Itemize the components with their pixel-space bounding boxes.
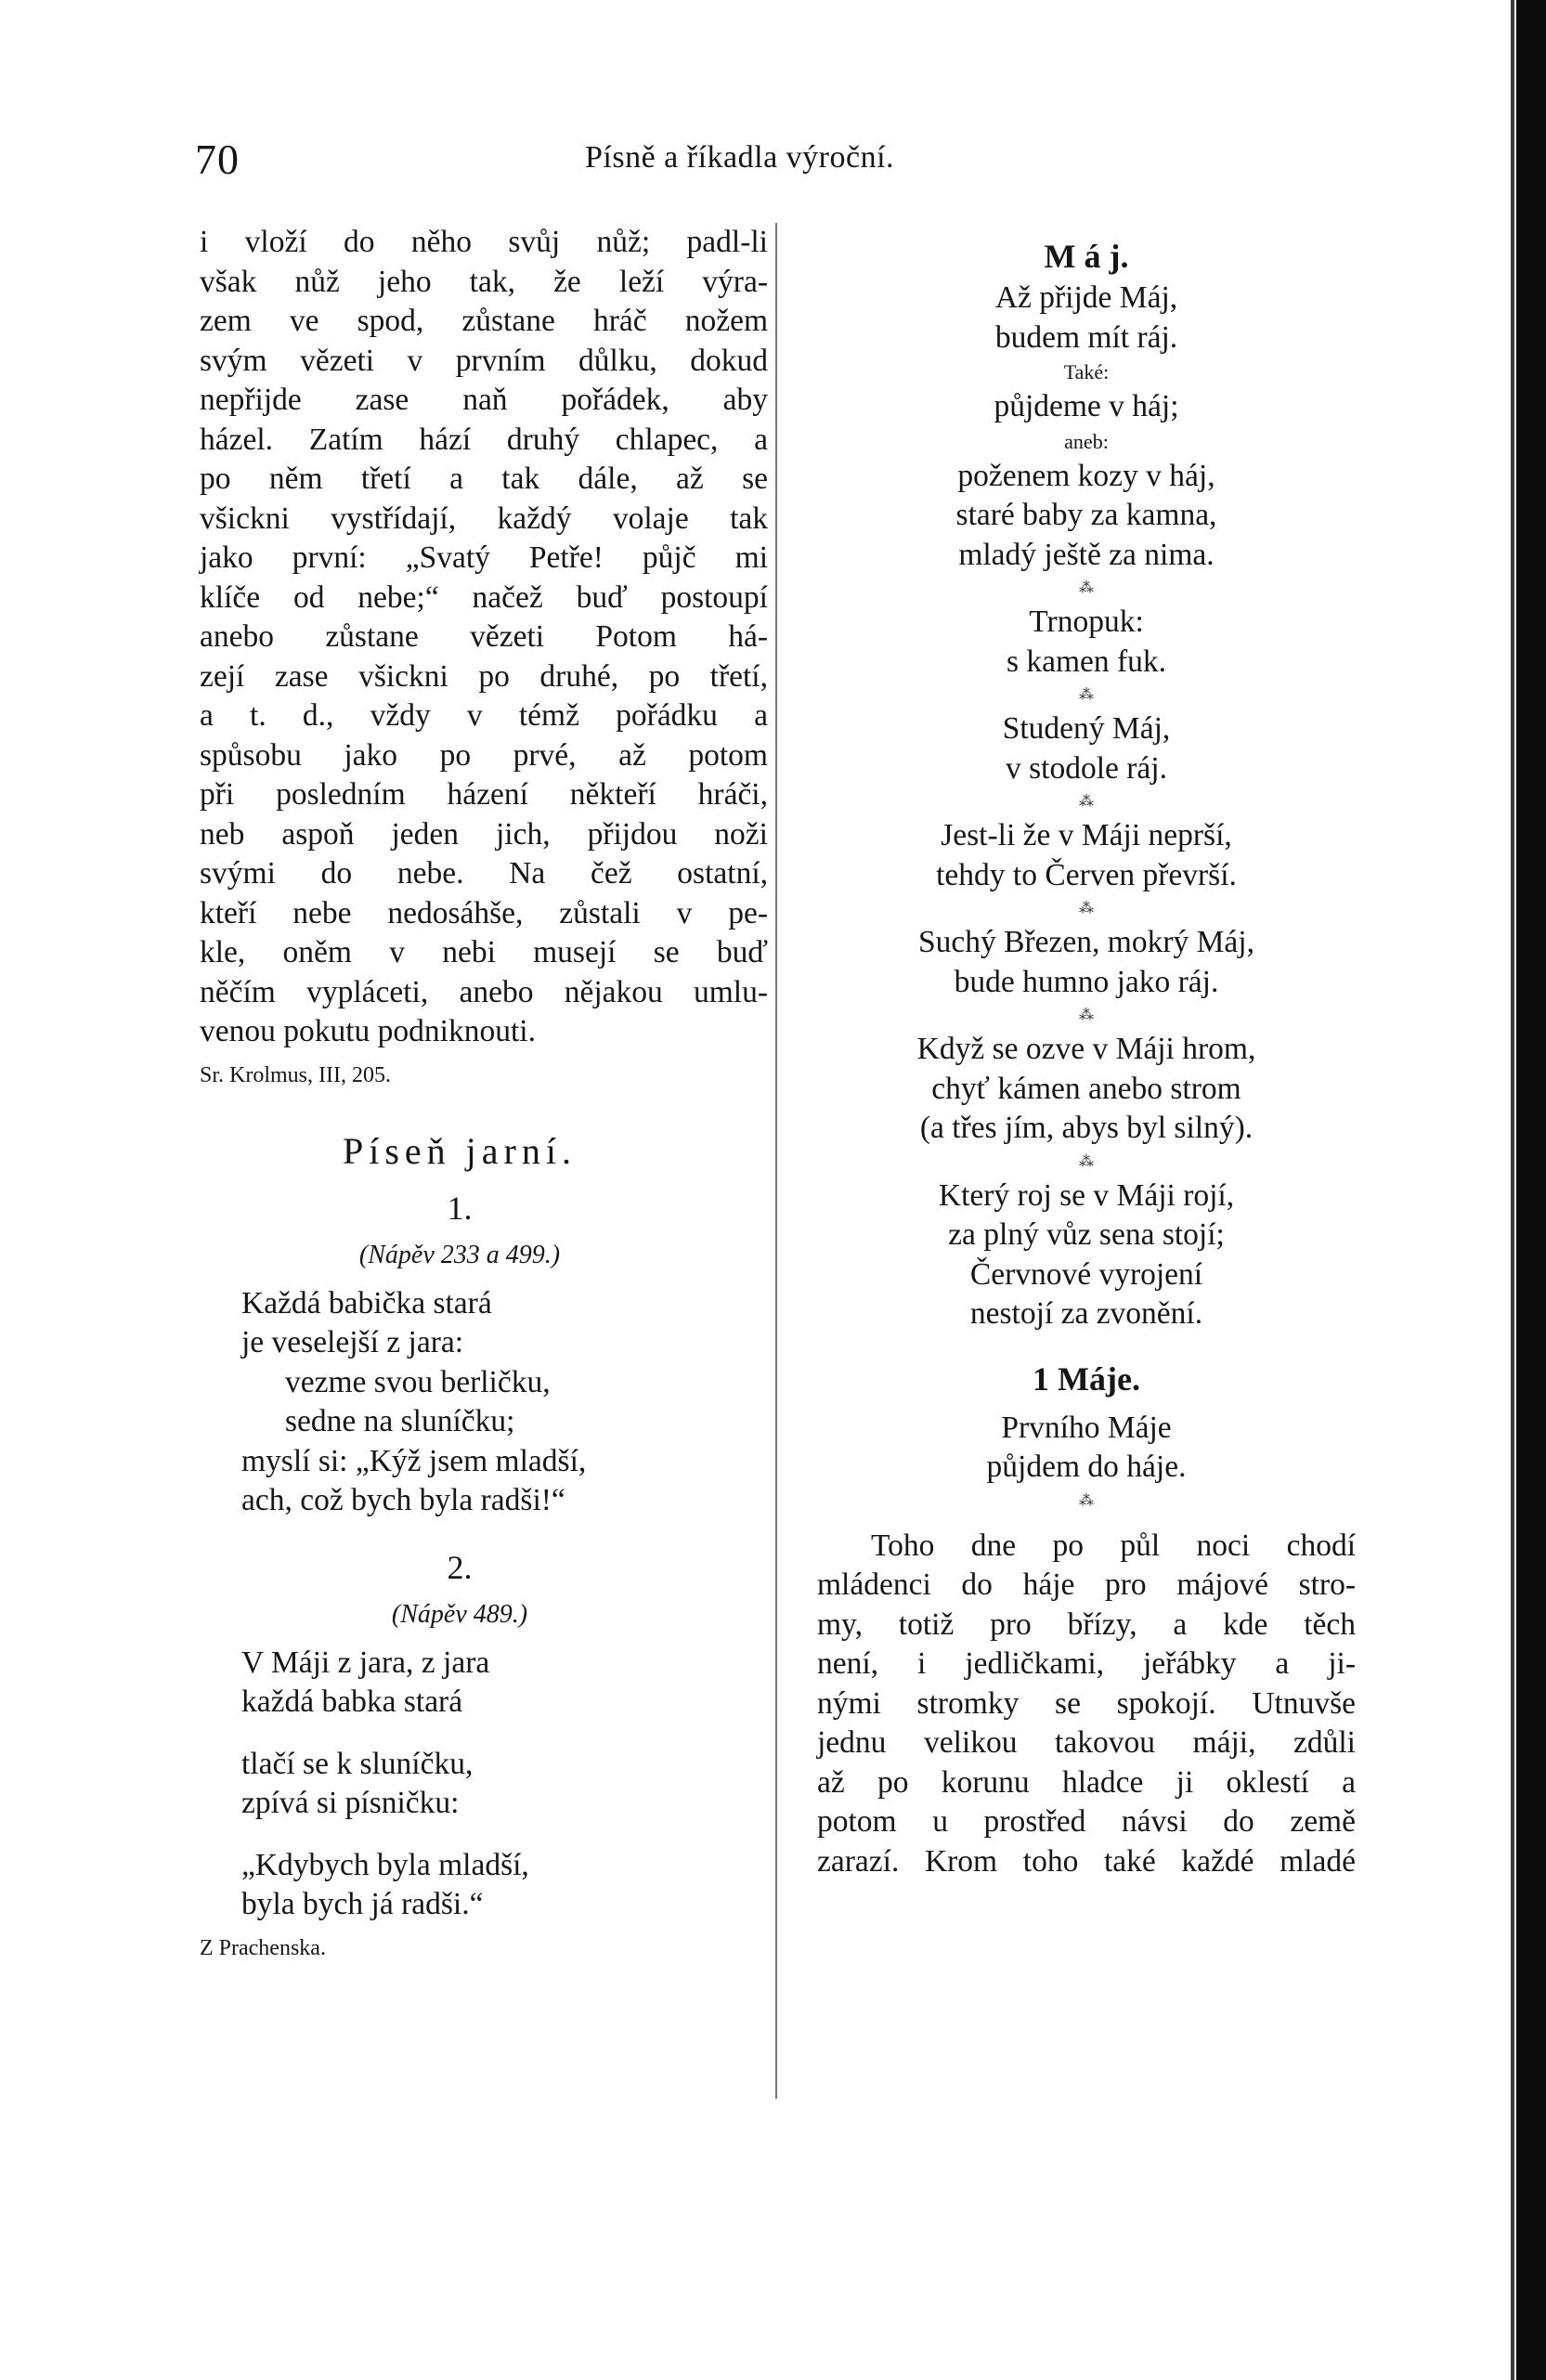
saying-block	[817, 1030, 1356, 1149]
page-header	[195, 135, 956, 190]
citation: Sr. Krolmus, III, 205.	[200, 1062, 391, 1087]
saying-line: Suchý Březen, mokrý Máj,	[918, 925, 1254, 959]
paragraph-line: kteří nebe nedosáhše, zůstali v pe-	[200, 895, 768, 930]
saying-line: bude humno jako ráj.	[954, 964, 1219, 999]
separator-ornament: ⁂	[1079, 901, 1094, 917]
verse-line: tlačí se k sluníčku,	[241, 1746, 474, 1781]
saying-line: Až přijde Máj,	[994, 280, 1178, 315]
separator-ornament: ⁂	[1079, 794, 1094, 810]
verse-line: V Máji z jara, z jara	[241, 1645, 490, 1680]
separator-ornament: ⁂	[1079, 1153, 1094, 1170]
saying-block	[817, 923, 1356, 1002]
paragraph-line: i vloží do něho svůj nůž; padl-li	[200, 225, 768, 259]
verse-line: každá babka stará	[241, 1684, 463, 1719]
left-column	[200, 223, 768, 1964]
section-heading-maj: M á j.	[1044, 238, 1129, 275]
saying-block	[817, 709, 1356, 788]
paragraph-line: potom u prostřed návsi do země	[817, 1804, 1356, 1839]
paragraph-line: nepřijde zase naň pořádek, aby	[200, 383, 768, 417]
saying-line: Který roj se v Máji rojí,	[938, 1177, 1235, 1213]
saying-line: půjdeme v háj;	[994, 389, 1179, 423]
right-column	[817, 234, 1356, 1881]
paragraph-line: svými do nebe. Na čež ostatní,	[200, 856, 768, 891]
saying-line: staré baby za kamna,	[955, 498, 1217, 532]
saying-line: za plný vůz sena stojí;	[948, 1217, 1225, 1252]
paragraph-line: až po korunu hladce ji oklestí a	[817, 1764, 1356, 1800]
tune-reference: (Nápěv 489.)	[391, 1599, 528, 1629]
paragraph-line: a t. d., vždy v témž pořádku a	[200, 698, 768, 733]
paragraph-line: neb aspoň jeden jich, přijdou noži	[200, 816, 768, 852]
paragraph-line: házel. Zatím hází druhý chlapec, a	[200, 422, 768, 457]
separator-ornament: ⁂	[1079, 1008, 1094, 1023]
saying-line: mladý ještě za nima.	[958, 537, 1215, 572]
paragraph-line: kle, oněm v nebi musejí se buď	[200, 935, 768, 969]
saying-line: půjdem do háje.	[986, 1450, 1187, 1484]
variant-label: aneb:	[1064, 429, 1109, 453]
paragraph-line: po něm třetí a tak dále, až se	[200, 462, 768, 496]
paragraph-line: něčím vypláceti, anebo nějakou umlu-	[200, 974, 768, 1009]
page-number: 70	[195, 136, 240, 183]
saying-line: v stodole ráj.	[1006, 750, 1167, 786]
running-title: Písně a říkadla výroční.	[585, 140, 895, 175]
paragraph-line: zejí zase všickni po druhé, po třetí,	[200, 658, 768, 694]
paragraph-line: venou pokutu podniknouti.	[200, 1014, 536, 1048]
paragraph-line: však nůž jeho tak, že leží výra-	[200, 264, 768, 299]
saying-block	[817, 1177, 1356, 1334]
paragraph-line: jednu velikou takovou máji, zdůli	[817, 1725, 1356, 1760]
song-number: 2.	[447, 1548, 473, 1586]
saying-line: poženem kozy v háj,	[957, 458, 1215, 493]
song-number: 1.	[447, 1189, 473, 1227]
verse-line: ach, což bych byla radši!“	[241, 1483, 565, 1517]
saying-line: Červnové vyrojení	[969, 1256, 1203, 1292]
paragraph-line: spůsobu jako po prvé, až potom	[200, 737, 768, 773]
song-verse	[200, 1644, 768, 1925]
saying-block	[817, 1409, 1356, 1488]
saying-block	[817, 279, 1356, 358]
verse-line: „Kdybych byla mladší,	[241, 1847, 529, 1882]
saying-block	[817, 603, 1356, 682]
separator-ornament: ⁂	[1079, 687, 1094, 703]
paragraph-line: všickni vystřídají, každý volaje tak	[200, 501, 768, 536]
song-title: Píseň jarní.	[343, 1129, 577, 1172]
scan-page-edge	[1516, 0, 1546, 2380]
section-heading-1-maje: 1 Máje.	[1033, 1359, 1140, 1398]
saying-block	[817, 457, 1356, 576]
paragraph-line: klíče od nebe;“ načež buď postoupí	[200, 579, 768, 615]
saying-line: nestojí za zvonění.	[969, 1296, 1203, 1331]
saying-line: Studený Máj,	[1002, 711, 1171, 746]
paragraph-line: Toho dne po půl noci chodí	[871, 1528, 1356, 1563]
verse-line: zpívá si písničku:	[241, 1786, 460, 1820]
paragraph-line: při posledním házení někteří hráči,	[200, 777, 768, 812]
column-divider	[775, 223, 777, 2099]
song-verse	[200, 1284, 768, 1521]
paragraph-line: zem ve spod, zůstane hráč nožem	[200, 304, 768, 338]
saying-line: Prvního Máje	[1001, 1410, 1172, 1445]
saying-line: (a třes jím, abys byl silný).	[919, 1111, 1254, 1145]
verse-line: je veselejší z jara:	[241, 1325, 464, 1359]
paragraph-line: jako první: „Svatý Petře! půjč mi	[200, 540, 768, 575]
verse-line: myslí si: „Kýž jsem mladší,	[241, 1443, 587, 1478]
paragraph-line: nými stromky se spokojí. Utnuvše	[817, 1685, 1356, 1721]
verse-line: vezme svou berličku,	[285, 1364, 551, 1399]
custom-description-paragraph	[817, 1527, 1356, 1882]
saying-line: chyť kámen anebo strom	[931, 1071, 1241, 1106]
paragraph-line: anebo zůstane vězeti Potom há-	[200, 619, 768, 654]
separator-ornament: ⁂	[1079, 580, 1094, 596]
saying-line: Jest-li že v Máji neprší,	[941, 818, 1232, 852]
saying-line: Trnopuk:	[1029, 605, 1144, 639]
game-description-paragraph	[200, 223, 768, 1052]
saying-block	[817, 816, 1356, 895]
saying-line: budem mít ráj.	[994, 319, 1178, 355]
saying-line: Když se ozve v Máji hrom,	[916, 1032, 1256, 1066]
verse-line: sedne na sluníčku;	[285, 1404, 515, 1438]
saying-line: s kamen fuk.	[1006, 644, 1167, 679]
source-note: Z Prachenska.	[200, 1935, 326, 1960]
saying-line: tehdy to Červen převrší.	[936, 857, 1237, 892]
verse-line: byla bych já radši.“	[241, 1887, 484, 1921]
paragraph-line: svým vězeti v prvním důlku, dokud	[200, 343, 768, 378]
paragraph-line: mládenci do háje pro májové stro-	[817, 1567, 1356, 1602]
paragraph-line: zarazí. Krom toho také každé mladé	[817, 1843, 1356, 1879]
paragraph-line: my, totiž pro břízy, a kde těch	[817, 1606, 1356, 1642]
tune-reference: (Nápěv 233 a 499.)	[358, 1240, 561, 1269]
variant-label: Také:	[1063, 360, 1110, 384]
saying-block	[817, 387, 1356, 427]
separator-ornament: ⁂	[1079, 1492, 1094, 1509]
paragraph-line: není, i jedličkami, jeřábky a ji-	[817, 1646, 1356, 1681]
verse-line: Každá babička stará	[241, 1285, 492, 1320]
